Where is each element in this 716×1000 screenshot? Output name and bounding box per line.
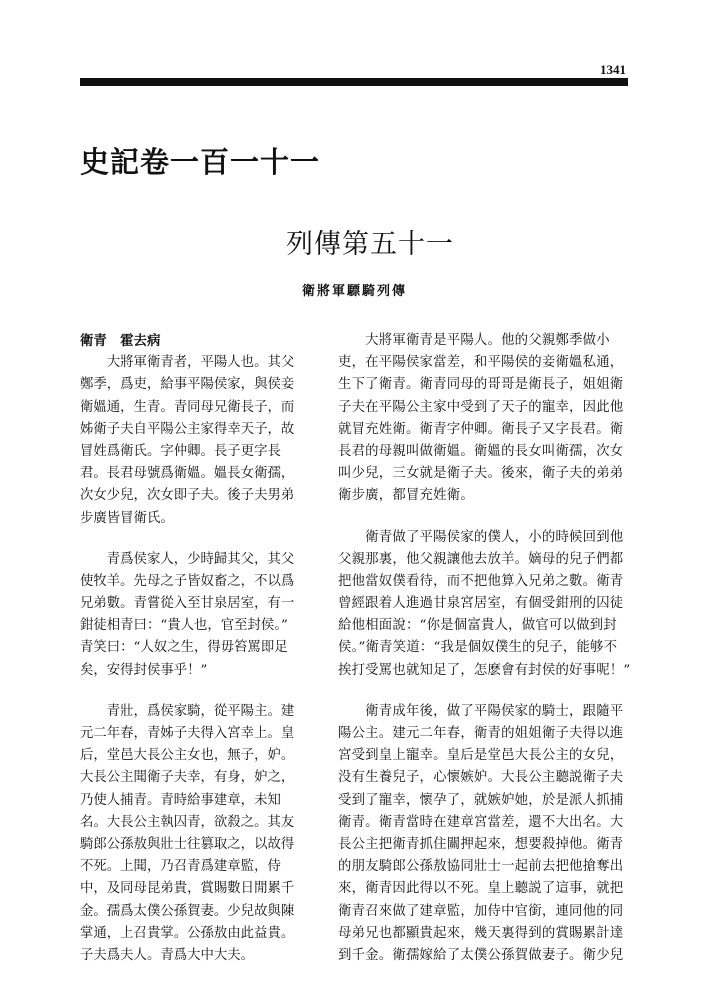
text-line: 侯。”衛青笑道：“我是個奴僕生的兒子，能够不 <box>338 640 618 656</box>
text-line: 君。長君母號爲衛媼。媼長女衛孺， <box>80 466 295 482</box>
text-line: 叫少兒，三女就是衛子夫。後來，衛子夫的弟弟 <box>338 466 624 482</box>
text-line: 中，及同母昆弟貴，賞賜數日閒累千 <box>80 881 295 897</box>
paragraph <box>338 527 638 682</box>
text-line: 母弟兄也都顯貴起來，幾天裏得到的賞賜累計達 <box>338 925 624 941</box>
text-line: 衛青。衛青當時在建章宮當差，還不大出名。大 <box>338 814 624 830</box>
text-line: 不死。上聞，乃召青爲建章監，侍 <box>80 859 281 875</box>
text-line: 鉗徒相青曰：“貴人也，官至封侯。” <box>80 618 288 634</box>
text-line: 子夫在平陽公主家中受到了天子的寵幸，因此他 <box>338 399 624 415</box>
classical-text-column <box>80 330 332 967</box>
text-line: 宮受到皇上寵幸。皇后是堂邑大長公主的女兒， <box>338 748 624 764</box>
page-number: 1341 <box>600 62 626 77</box>
paragraph-gap <box>80 682 332 701</box>
paragraph-gap <box>80 530 332 549</box>
text-line: 大將軍衛青是平陽人。他的父親鄭季做小 <box>338 333 610 348</box>
text-line: 名。大長公主執囚青，欲殺之。其友 <box>80 814 295 830</box>
text-line: 長公主把衛青抓住關押起來，想要殺掉他。衛青 <box>338 836 624 852</box>
text-line: 騎郎公孫敖與壯士往篡取之，以故得 <box>80 836 295 852</box>
text-line: 大長公主聞衛子夫幸，有身，妒之， <box>80 770 295 786</box>
text-line: 來，衛青因此得以不死。皇上聽説了這事，就把 <box>338 881 624 897</box>
text-line: 使牧羊。先母之子皆奴畜之，不以爲 <box>80 573 295 589</box>
paragraph <box>80 352 332 530</box>
text-line: 青笑曰：“人奴之生，得毋笞罵即足 <box>80 640 288 656</box>
text-line: 步廣皆冒衛氏。 <box>80 510 174 526</box>
text-line: 衛青做了平陽侯家的僕人，小的時候回到他 <box>338 529 624 545</box>
text-line: 給他相面說：“你是個富貴人，做官可以做到封 <box>338 618 617 634</box>
text-line: 曾經跟着人進過甘泉宮居室，有個受鉗刑的囚徒 <box>338 596 624 612</box>
text-line: 衛媼通，生青。青同母兄衛長子，而 <box>80 399 295 415</box>
biography-title: 衛將軍驃騎列傳 <box>302 284 408 299</box>
text-line: 次女少兒，次女即子夫。後子夫男弟 <box>80 488 295 504</box>
text-line: 就冒充姓衛。衛青字仲卿。衛長子又字長君。衛 <box>338 421 624 437</box>
text-line: 生下了衛青。衛青同母的哥哥是衛長子，姐姐衛 <box>338 377 624 393</box>
text-line: 大將軍衛青者，平陽人也。其父 <box>80 355 295 371</box>
text-line: 姊衛子夫自平陽公主家得幸天子，故 <box>80 421 295 437</box>
translation-column <box>338 330 638 967</box>
text-line: 青壯，爲侯家騎，從平陽主。建 <box>80 703 295 719</box>
text-line: 子夫爲夫人。青爲大中大夫。 <box>80 947 255 963</box>
text-line: 的朋友騎郎公孫敖協同壯士一起前去把他搶奪出 <box>338 859 624 875</box>
text-line: 衛青成年後，做了平陽侯家的騎士，跟隨平 <box>338 703 624 719</box>
chapter-title: 列傳第五十一 <box>286 229 454 260</box>
paragraph-gap <box>338 682 638 701</box>
volume-title: 史記卷一百一十一 <box>80 145 321 179</box>
text-line: 父親那裏，他父親讓他去放羊。嫡母的兒子們都 <box>338 551 624 567</box>
text-line: 挨打受罵也就知足了，怎麽會有封侯的好事呢！” <box>338 662 631 678</box>
text-line: 衛青召來做了建章監，加侍中官銜，連同他的同 <box>338 903 624 919</box>
text-line: 長君的母親叫做衛媼。衛媼的長女叫衛孺，次女 <box>338 443 624 459</box>
paragraph-gap <box>338 508 638 527</box>
text-line: 鄭季，爲吏，給事平陽侯家，與侯妾 <box>80 377 295 393</box>
text-line: 青爲侯家人，少時歸其父，其父 <box>80 551 295 567</box>
text-line: 没有生養兒子，心懷嫉妒。大長公主聽説衛子夫 <box>338 770 624 786</box>
top-rule <box>80 78 628 86</box>
text-line: 乃使人捕青。青時給事建章，未知 <box>80 792 281 808</box>
paragraph <box>338 330 638 508</box>
section-heading: 衛青 霍去病 <box>80 333 161 349</box>
text-line: 把他當奴僕看待，而不把他算入兄弟之數。衛青 <box>338 573 624 589</box>
text-line: 元二年春，青姊子夫得入宮幸上。皇 <box>80 726 295 741</box>
paragraph <box>80 701 332 967</box>
text-line: 掌通，上召貴掌。公孫敖由此益貴。 <box>80 925 295 941</box>
text-line: 吏，在平陽侯家當差，和平陽侯的妾衛媼私通， <box>338 355 624 371</box>
text-line: 矣，安得封侯事乎！” <box>80 662 208 678</box>
text-line: 冒姓爲衛氏。字仲卿。長子更字長 <box>80 443 281 459</box>
text-line: 到千金。衛孺嫁給了太僕公孫賀做妻子。衛少兒 <box>338 947 624 963</box>
text-line: 陽公主。建元二年春，衛青的姐姐衛子夫得以進 <box>338 726 624 741</box>
paragraph <box>338 701 638 967</box>
text-line: 金。孺爲太僕公孫賀妻。少兒故與陳 <box>80 903 295 919</box>
text-line: 兄弟數。青嘗從入至甘泉居室，有一 <box>80 596 295 612</box>
text-line: 后，堂邑大長公主女也，無子，妒。 <box>80 748 295 764</box>
text-line: 衛步廣，都冒充姓衛。 <box>338 488 474 504</box>
text-line: 受到了寵幸，懷孕了，就嫉妒她，於是派人抓捕 <box>338 792 624 808</box>
paragraph <box>80 549 332 682</box>
